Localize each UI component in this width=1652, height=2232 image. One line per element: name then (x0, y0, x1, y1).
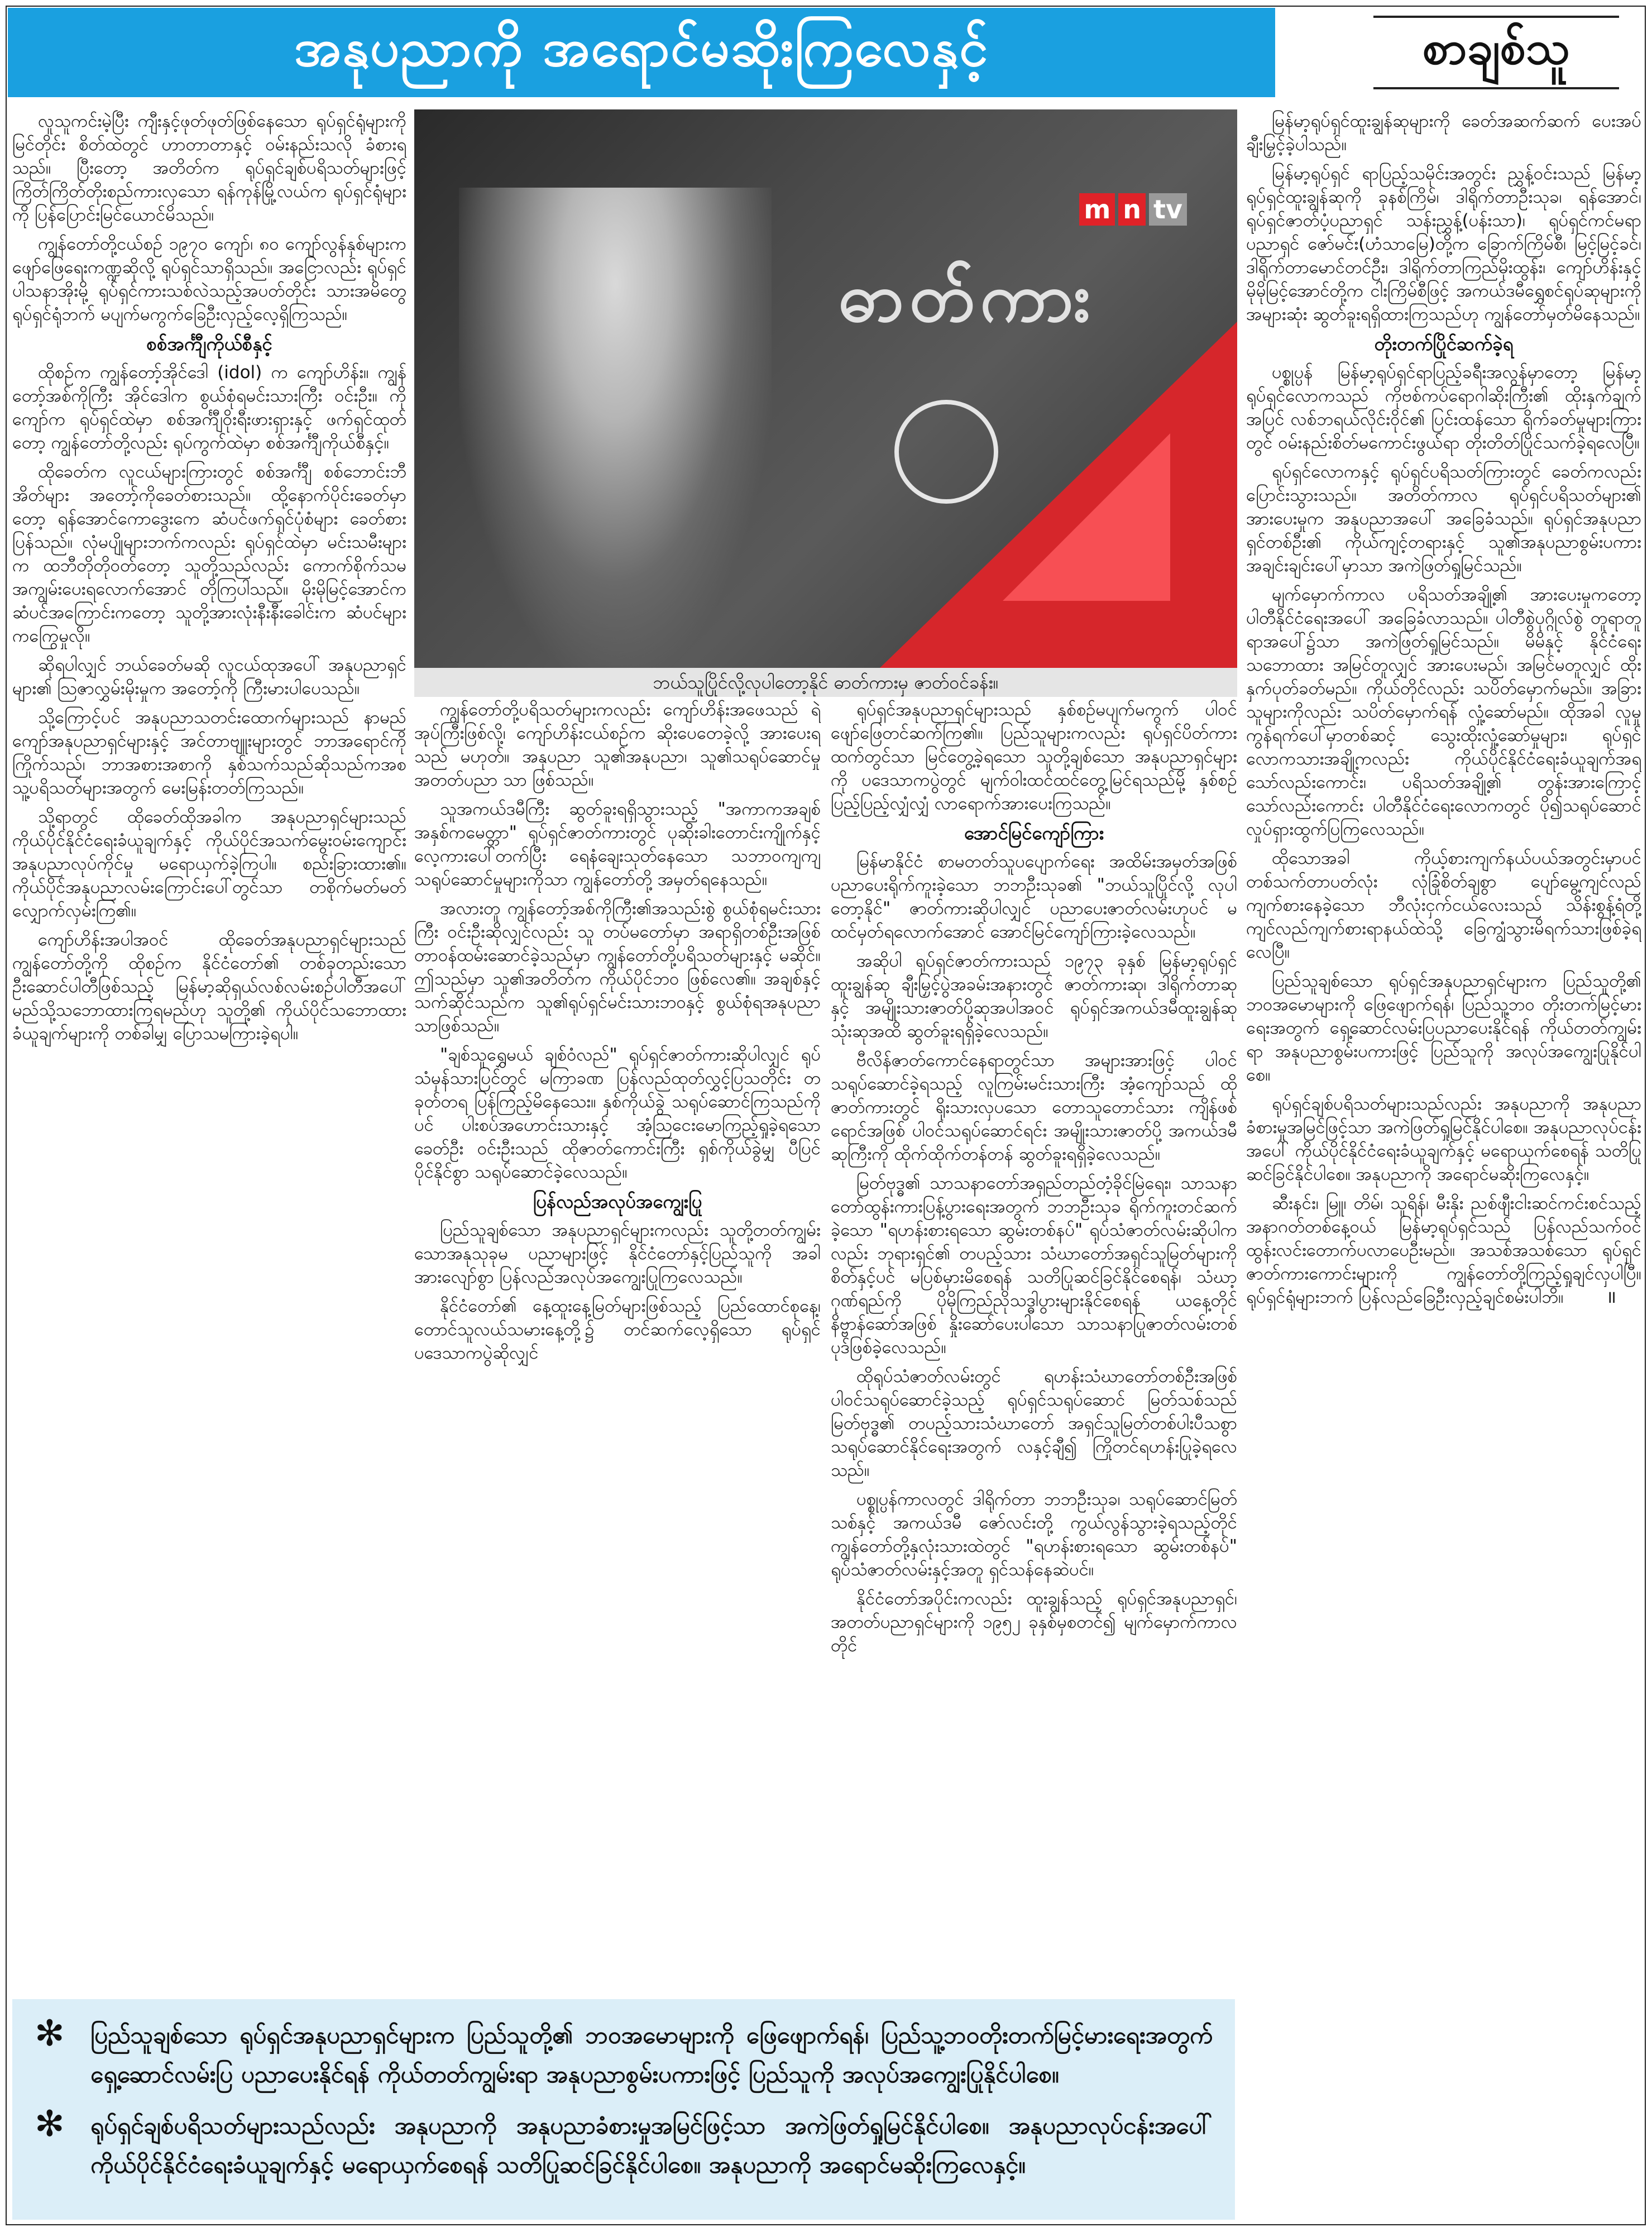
article-column-4 (1246, 109, 1641, 2215)
pull-quote-box (12, 1999, 1235, 2220)
paragraph: ကျွန်တော်တို့ငယ်စဉ် ၁၉၇၀ ကျော်၊ ၈၀ ကျော်လွန်နှစ်များက ဖျော်ဖြေရေးကဏ္ဍဆိုလို့ ရုပ်ရှင်သာရှိသည်။ အငြောလည်း ရုပ်ရှင်ပါသနာအိုးမို့ ရုပ်ရှင်ကားသစ်လဲသည့်အပတ်တိုင်း သားအမိတွေ ရုပ်ရှင်ရုံဘက် မပျက်မကွက်ခြေဦးလှည့်လေ့ရှိကြသည်။ (12, 234, 406, 324)
subheading: တိုးတက်ပြိုင်ဆက်ခဲ့ရ (1374, 333, 1514, 355)
closing-paragraph-text: ဆီးနင်း၊ မြူ၊ တိမ်၊ သူရိန်၊ မီးနိုး ညစ်ဖျီးငါးဆင်ကင်းစင်သည့် အနာဂတ်တစ်နေ့ဝယ် မြန်မာ့ရုပ်ရှင်သည် ပြန်လည်သက်ဝင်ထွန်းလင်းတောက်ပလာပေဦးမည်။ အသစ်အသစ်သော ရုပ်ရှင်ဇာတ်ကားကောင်းများကို ကျွန်တော်တို့ကြည့်ရှုချင်လှပါပြီ။ ရုပ်ရှင်ရုံများဘက် ပြန်လည်ခြေဦးလှည့်ချင်စမ်းပါဘိ။ (1246, 1193, 1641, 1307)
headline-title: အနုပညာကို အရောင်မဆိုးကြလေနှင့် (294, 18, 989, 78)
subheading: ပြန်လည်အလုပ်အကျွေးပြု (533, 1191, 702, 1212)
paragraph: မြန်မာနိုင်ငံ စာမတတ်သူပပျောက်ရေး အထိမ်းအမှတ်အဖြစ် ပညာပေးရိုက်ကူးခဲ့သော ဘဘဦးသုခ၏ "ဘယ်သူပြိုင်လို့ လုပါတော့နိုင်" ဇာတ်ကားဆိုပါလျှင် ပညာပေးဇာတ်လမ်းဟုပင် မထင်မှတ်ရလောက်အောင် အောင်မြင်ကျော်ကြားခဲ့လေသည်။ (831, 852, 1237, 942)
paragraph: ဗီလိန်ဇာတ်ကောင်နေရာတွင်သာ အများအားဖြင့် ပါဝင်သရုပ်ဆောင်ခဲ့ရသည့် လူကြမ်းမင်းသားကြီး အံ့ကျော်သည် ထိုဇာတ်ကားတွင် ရိုးသားလှပသော တောသူတောင်သား ကျိန်ဖစ်ရောင်အဖြစ် ပါဝင်သရုပ်ဆောင်ရင်း အမျိုးသားဇာတ်ပို့ အကယ်ဒမီဆုကြီးကို ထိုက်ထိုက်တန်တန် ဆွတ်ခူးရရှိခဲ့လေသည်။ (831, 1050, 1237, 1164)
pull-quote-text: ပြည်သူချစ်သော ရုပ်ရှင်အနုပညာရှင်များက ပြည်သူတို့၏ ဘဝအမောများကို ဖြေဖျောက်ရန်၊ ပြည်သူ့ဘဝတိုးတက်မြင့်မားရေးအတွက် ရှေ့ဆောင်လမ်းပြ ပညာပေးနိုင်ရန် ကိုယ်တတ်ကျွမ်းရာ အနုပညာစွမ်းပကားဖြင့် ပြည်သူကို အလုပ်အကျွေးပြုနိုင်ပါစေ။ (90, 2021, 1213, 2088)
mntv-logo (1079, 193, 1187, 226)
author-byline (1357, 8, 1636, 97)
paragraph: သူအကယ်ဒမီကြီး ဆွတ်ခူးရရှိသွားသည့် "အကာကအချစ် အနှစ်ကမေတ္တာ" ရုပ်ရှင်ဇာတ်ကားတွင် ပုဆိုးခါးတောင်းကျိုက်နှင့် လေ့ကားပေါ်တက်ပြီး ရေနံချေးသုတ်နေသော သဘာဝကျကျ သရုပ်ဆောင်မှုများကိုသာ ကျွန်တော်တို့ အမှတ်ရနေသည်။ (414, 799, 821, 890)
article-column-3 (831, 698, 1237, 2206)
paragraph: သို့ရာတွင် ထိုခေတ်ထိုအခါက အနုပညာရှင်များသည် ကိုယ်ပိုင်နိုင်ငံရေးခံယူချက်နှင့် ကိုယ်ပိုင်အသက်မွေးဝမ်းကျောင်း အနုပညာလုပ်ကိုင်မှု မရောယှက်ခဲ့ကြပါ။ စည်းခြားထား၏။ ကိုယ်ပိုင်အနုပညာလမ်းကြောင်းပေါ်တွင်သာ တစိုက်မတ်မတ် လျှောက်လှမ်းကြ၏။ (12, 807, 406, 921)
paragraph: ရုပ်ရှင်လောကနှင့် ရုပ်ရှင်ပရိသတ်ကြားတွင် ခေတ်ကလည်း ပြောင်းသွားသည်။ အတိတ်ကာလ ရုပ်ရှင်ပရိသတ်များ၏ အားပေးမှုက အနုပညာအပေါ် အခြေခံသည်။ ရုပ်ရှင်အနုပညာရှင်တစ်ဦး၏ ကိုယ်ကျင့်တရားနှင့် သူ၏အနုပညာစွမ်းပကားအချင်းချင်းပေါ်မှာသာ အကဲဖြတ်ရှုမြင်သည်။ (1246, 462, 1641, 576)
pull-quote-text: ရုပ်ရှင်ချစ်ပရိသတ်များသည်လည်း အနုပညာကို အနုပညာခံစားမှုအမြင်ဖြင့်သာ အကဲဖြတ်ရှုမြင်နိုင်ပါစေ။ အနုပညာလုပ်ငန်းအပေါ် ကိုယ်ပိုင်နိုင်ငံရေးခံယူချက်နှင့် မရောယှက်စေရန် သတိပြုဆင်ခြင်နိုင်ပါစေ။ အနုပညာကို အရောင်မဆိုးကြလေနှင့်။ (90, 2112, 1213, 2178)
paragraph: မြန်မာ့ရုပ်ရှင်ထူးချွန်ဆုများကို ခေတ်အဆက်ဆက် ပေးအပ်ချီးမြှင့်ခဲ့ပါသည်။ (1246, 111, 1641, 155)
paragraph: ထိုသောအခါ ကိုယ့်စားကျက်နယ်ပယ်အတွင်းမှာပင် တစ်သက်တာပတ်လုံး လုံခြုံစိတ်ချစွာ ပျော်မွေ့ကျင်လည်ကျက်စားနေခဲ့သော ဘီလုံးငှက်ငယ်လေးသည် သိန်းစွန့်ရံတို့ ကျင်လည်ကျက်စားရာနယ်ထဲသို့ ခြေကျွံသွားမိရက်သားဖြစ်ခဲ့ရလေပြီ။ (1246, 848, 1641, 962)
end-mark: ॥ (1606, 1287, 1617, 1307)
paragraph: "ချစ်သူရွှေမယ် ချစ်ဝံလည်" ရုပ်ရှင်ဇာတ်ကားဆိုပါလျှင် ရုပ်သံမှန်သားပြင်တွင် မကြာခဏ ပြန်လည်ထုတ်လွှင့်ပြသတိုင်း တခုတ်တရ ပြန်ကြည့်မိနေသေး။ နှစ်ကိုယ်ခွဲ သရုပ်ဆောင်ကြသည်ကိုပင် ပါးစပ်အဟောင်းသားနှင့် အံ့ဩငေးမောကြည့်ရှုခဲ့ရသော ခေတ်ဦး ဝင်းဦးသည် ထိုဇာတ်ကောင်းကြီး ရှစ်ကိုယ်ခွဲမျှ ပီပြင်ပိုင်နိုင်စွာ သရုပ်ဆောင်ခဲ့လေသည်။ (414, 1045, 821, 1182)
paragraph: ရုပ်ရှင်အနုပညာရှင်များသည် နှစ်စဉ်မပျက်မကွက် ပါဝင်ဖျော်ဖြေတင်ဆက်ကြ၏။ ပြည်သူများကလည်း ရုပ်ရှင်ပိတ်ကားထက်တွင်သာ မြင်တွေ့ခဲ့ရသော သူတို့ချစ်သော အနုပညာရှင်များကို ပဒေသာကပွဲတွင် မျက်ဝါးထင်ထင်တွေ့မြင်ရသည်မို့ နှစ်စဉ်ပြည့်ပြည့်လျှံလျှံ လာရောက်အားပေးကြသည်။ (831, 700, 1237, 814)
paragraph: လူသူကင်းမဲ့ပြီး ကျီးနှင့်ဖုတ်ဖုတ်ဖြစ်နေသော ရုပ်ရှင်ရုံများကိုမြင်တိုင်း စိတ်ထဲတွင် ဟာတာတာနှင့် ဝမ်းနည်းသလို ခံစားရသည်။ ပြီးတော့ အတိတ်က ရုပ်ရှင်ချစ်ပရိသတ်များဖြင့် ကြိတ်ကြိတ်တိုးစည်ကားလှသော ရန်ကုန်မြို့လယ်က ရုပ်ရှင်ရုံများကို ပြန်ပြောင်းမြင်ယောင်မိသည်။ (12, 111, 406, 225)
paragraph: မျက်မှောက်ကာလ ပရိသတ်အချို့၏ အားပေးမှုကတော့ ပါတီနိုင်ငံရေးအပေါ် အခြေခံလာသည်။ ပါတီစွဲပုဂ္ဂိုလ်စွဲ တူရာတူရာအပေါ်၌သာ အကဲဖြတ်ရှုမြင်သည်။ မိမိနှင့် နိုင်ငံရေးသဘောထား အမြင်တူလျှင် အားပေးမည်၊ အမြင်မတူလျှင် ထိုးနှက်ပုတ်ခတ်မည်။ ကိုယ်တိုင်လည်း သပိတ်မှောက်မည်။ အခြားသူများကိုလည်း သပိတ်မှောက်ရန် လှုံ့ဆော်မည်။ ထိုအခါ လူမှုကွန်ရက်ပေါ်မှာတစ်ဆင့် သွေးထိုးလှုံ့ဆော်မှုများ၊ ရုပ်ရှင်လောကသားအချို့ကလည်း ကိုယ်ပိုင်နိုင်ငံရေးခံယူချက်အရသော်လည်းကောင်း၊ ပရိသတ်အချို့၏ တွန်းအားကြောင့်သော်လည်းကောင်း ပါတီနိုင်ငံရေးလောကတွင် ပို၍သရုပ်ဆောင် လှုပ်ရှားထွက်ပြကြလေသည်။ (1246, 585, 1641, 839)
pull-quote-item (35, 2013, 1213, 2094)
paragraph: ပစ္စုပ္ပန် မြန်မာ့ရုပ်ရှင်ရာပြည့်ခရီးအလွန်မှာတော့ မြန်မာ့ရုပ်ရှင်လောကသည် ကိုဗစ်ကပ်ရောဂါဆိုးကြီး၏ ထိုးနှက်ချက်အပြင် လစ်ဘရယ်လိုင်းဝိုင်၏ ပြင်းထန်သော ရိုက်ခတ်မှုများကြားတွင် ဝမ်းနည်းစိတ်မကောင်းဖွယ်ရာ တိုးတိတ်ပြိုင်သက်ခဲ့ရလေပြီ။ (1246, 362, 1641, 453)
author-name: စာချစ်သူ (1422, 21, 1570, 75)
article-column-1 (12, 109, 406, 1986)
logo-letter: n (1118, 193, 1146, 226)
paragraph: ရုပ်ရှင်ချစ်ပရိသတ်များသည်လည်း အနုပညာကို အနုပညာခံစားမှုအမြင်ဖြင့်သာ အကဲဖြတ်ရှုမြင်နိုင်ပါစေ။ အနုပညာလုပ်ငန်းအပေါ် ကိုယ်ပိုင်နိုင်ငံရေးခံယူချက်နှင့် မရောယှက်စေရန် သတိပြုဆင်ခြင်နိုင်ပါစေ။ အနုပညာကို အရောင်မဆိုးကြလေနှင့်။ (1246, 1094, 1641, 1184)
asterisk-bullet-icon: ✻ (35, 2104, 65, 2145)
paragraph: ကျွန်တော်တို့ပရိသတ်များကလည်း ကျော်ဟိန်းအဖေသည် ရဲအုပ်ကြီးဖြစ်လို့၊ ကျော်ဟိန်းငယ်စဉ်က ဆိုးပေတေခဲ့လို့ အားပေးရသည် မဟုတ်။ အနုပညာ သူ၏အနုပညာ၊ သူ၏သရုပ်ဆောင်မှုအတတ်ပညာ သာ ဖြစ်သည်။ (414, 700, 821, 790)
headline-banner (8, 8, 1275, 97)
article-photo (414, 109, 1237, 668)
paragraph: ဆိုရပါလျှင် ဘယ်ခေတ်မဆို လူငယ်ထုအပေါ် အနုပညာရှင်များ၏ ဩဇာလွှမ်းမိုးမှုက အတော့်ကို ကြီးမားပါပေသည်။ (12, 655, 406, 699)
paragraph: ပစ္စုပ္ပန်ကာလတွင် ဒါရိုက်တာ ဘဘဦးသုခ၊ သရုပ်ဆောင်မြတ်သစ်နှင့် အကယ်ဒမီ ဇော်လင်းတို့ ကွယ်လွန်သွားခဲ့ရသည့်တိုင် ကျွန်တော်တို့နှလုံးသားထဲတွင် "ရဟန်းစားရသော ဆွမ်းတစ်နပ်" ရုပ်သံဇာတ်လမ်းနှင့်အတူ ရှင်သန်နေဆဲပင်။ (831, 1489, 1237, 1580)
paragraph: နိုင်ငံတော်၏ နေ့ထူးနေ့မြတ်များဖြစ်သည့် ပြည်ထောင်စုနေ့၊ တောင်သူလယ်သမားနေ့တို့၌ တင်ဆက်လေ့ရှိသော ရုပ်ရှင်ပဒေသာကပွဲဆိုလျှင် (414, 1296, 821, 1363)
paragraph: ပြည်သူချစ်သော ရုပ်ရှင်အနုပညာရှင်များက ပြည်သူတို့၏ ဘဝအမောများကို ဖြေဖျောက်ရန်၊ ပြည်သူ့ဘဝ တိုးတက်မြင့်မားရေးအတွက် ရှေ့ဆောင်လမ်းပြပညာပေးနိုင်ရန် ကိုယ်တတ်ကျွမ်းရာ အနုပညာစွမ်းပကားဖြင့် ပြည်သူကို အလုပ်အကျွေးပြုနိုင်ပါစေ။ (1246, 971, 1641, 1085)
subheading: စစ်အင်္ကျီကိုယ်စီနှင့် (146, 333, 272, 355)
photo-subject (459, 188, 772, 668)
paragraph: မြတ်ဗုဒ္ဓ၏ သာသနာတော်အရှည်တည်တံ့ခိုင်မြဲရေး၊ သာသနာတော်ထွန်းကားပြန့်ပွားရေးအတွက် ဘဘဦးသုခ ရိုက်ကူးတင်ဆက်ခဲ့သော "ရဟန်းစားရသော ဆွမ်းတစ်နပ်" ရုပ်သံဇာတ်လမ်းဆိုပါကလည်း ဘုရားရှင်၏ တပည့်သား သံဃာတော်အရှင်သူမြတ်များကို စိတ်နှင့်ပင် မပြစ်မှားမိစေရန် သတိပြုဆင်ခြင်နိုင်စေရန်၊ သံဃာ့ဂုဏ်ရည်ကို ပိုမိုကြည်ညိုသဒ္ဓါပွားများနိုင်စေရန် ယနေ့တိုင် နိဗ္ဗာန်ဆော်အဖြစ် နှိုးဆော်ပေးပါသော သာသနာပြုဇာတ်လမ်းတစ်ပုဒ်ဖြစ်ခဲ့လေသည်။ (831, 1173, 1237, 1358)
photo-board-text: ဓာတ်ကား (839, 259, 1096, 337)
paragraph: ပြည်သူချစ်သော အနုပညာရှင်များကလည်း သူတို့တတ်ကျွမ်းသောအနုသုခုမ ပညာများဖြင့် နိုင်ငံတော်နှင့်ပြည်သူကို အခါအားလျော်စွာ ပြန်လည်အလုပ်အကျွေးပြုကြလေသည်။ (414, 1220, 821, 1287)
asterisk-bullet-icon: ✻ (35, 2013, 65, 2054)
paragraph: မြန်မာ့ရုပ်ရှင် ရာပြည့်သမိုင်းအတွင်း ညွှန့်ဝင်းသည် မြန်မာ့ရုပ်ရှင်ထူးချွန်ဆုကို ခုနစ်ကြိမ်၊ ဒါရိုက်တာဦးသုခ၊ ရန်အောင်၊ ရုပ်ရှင်ဇာတ်ပံ့ပညာရှင် သန်းညွှန့်(ပန်းသာ)၊ ရုပ်ရှင်ကင်မရာပညာရှင် ဇော်မင်း(ဟံသာမြေ)တို့က ခြောက်ကြိမ်စီ၊ မြင့်မြင့်ခင်၊ ဒါရိုက်တာမောင်တင်ဦး၊ ဒါရိုက်တာကြည်မိုးထွန်း၊ ကျော်ဟိန်းနှင့် မိုမိုမြင့်အောင်တို့က ငါးကြိမ်စီဖြင့် အကယ်ဒမီရွှေစင်ရုပ်ဆုများကို အများဆုံး ဆွတ်ခူးရရှိထားကြသည်ဟု ကျွန်တော်မှတ်မိနေသည်။ (1246, 164, 1641, 324)
logo-letter: tv (1149, 193, 1187, 226)
paragraph: အလားတူ ကျွန်တော့်အစ်ကိုကြီး၏အသည်းစွဲ စွယ်စုံရမင်းသားကြီး ဝင်းဦးဆိုလျှင်လည်း သူ တပ်မတော်မှာ အရာရှိတစ်ဦးအဖြစ် တာဝန်ထမ်းဆောင်ခဲ့သည်မှာ ကျွန်တော်တို့ပရိသတ်များနှင့် မဆိုင်။ ဤသည်မှာ သူ၏အတိတ်က ကိုယ်ပိုင်ဘဝ ဖြစ်လေ၏။ အချစ်နှင့်သက်ဆိုင်သည်က သူ၏ရုပ်ရှင်မင်းသားဘဝနှင့် စွယ်စုံရအနုပညာသာဖြစ်သည်။ (414, 898, 821, 1036)
subheading: အောင်မြင်ကျော်ကြား (964, 822, 1104, 844)
paragraph (1246, 1192, 1641, 1309)
photo-caption: ဘယ်သူပြိုင်လို့လုပါတော့နိုင် ဓာတ်ကားမှ ဇာတ်ဝင်ခန်း။ (414, 668, 1237, 697)
paragraph: ကျော်ဟိန်းအပါအဝင် ထိုခေတ်အနုပညာရှင်များသည် ကျွန်တော်တို့ကို ထိုစဉ်က နိုင်ငံတော်၏ တစ်ခုတည်းသော ဦးဆောင်ပါတီဖြစ်သည့် မြန်မာ့ဆိုရှယ်လစ်လမ်းစဉ်ပါတီအပေါ် မည်သို့သဘောထားကြရမည်ဟု သူတို့၏ ကိုယ်ပိုင်သဘောထား ခံယူချက်များကို တစ်ခါမျှ ပြောသမကြားခဲ့ရပါ။ (12, 930, 406, 1044)
paragraph: ထိုခေတ်က လူငယ်များကြားတွင် စစ်အင်္ကျီ စစ်ဘောင်းဘီအိတ်များ အတော့်ကိုခေတ်စားသည်။ ထို့နောက်ပိုင်းခေတ်မှာတော့ ရန်အောင်ကောဒွေးကေ ဆံပင်ဖက်ရှင်ပုံစံများ ခေတ်စားပြန်သည်။ လုံမပျိုများဘက်ကလည်း ရုပ်ရှင်ထဲမှာ မင်းသမီးများက ထဘီတိုတိုဝတ်တော့ သူတို့သည်လည်း ကောက်စိုက်သမ အကျွမ်းပေးရလောက်အောင် တိုကြပါသည်။ မိုးမိုမြင့်အောင်က ဆံပင်အကြောင်းကတော့ သူတို့အားလုံးနီးနီးခေါင်းက ဆံပင်များကကြွေမှုလို။ (12, 462, 406, 646)
paragraph: နိုင်ငံတော်အပိုင်းကလည်း ထူးချွန်သည့် ရုပ်ရှင်အနုပညာရှင်၊ အတတ်ပညာရှင်များကို ၁၉၅၂ ခုနှစ်မှစတင်၍ မျက်မှောက်ကာလတိုင် (831, 1589, 1237, 1656)
paragraph: သို့ကြောင့်ပင် အနုပညာသတင်းထောက်များသည် နာမည်ကျော်အနုပညာရှင်များနှင့် အင်တာဗျူးများတွင် ဘာအရောင်ကို ကြိုက်သည်၊ ဘာအစားအစာကို နှစ်သက်သည်ဆိုသည်ကအစ သူ့ပရိသတ်များအတွက် မေးမြန်းတတ်ကြသည်။ (12, 708, 406, 798)
article-column-2 (414, 698, 821, 1994)
photo-red-graphic-accent (1003, 433, 1170, 601)
paragraph: အဆိုပါ ရုပ်ရှင်ဇာတ်ကားသည် ၁၉၇၃ ခုနှစ် မြန်မာ့ရုပ်ရှင်ထူးချွန်ဆု ချီးမြှင့်ပွဲအခမ်းအနားတွင် ဇာတ်ကားဆု၊ ဒါရိုက်တာဆုနှင့် အမျိုးသားဇာတ်ပို့ဆုအပါအဝင် ရုပ်ရှင်အကယ်ဒမီထူးချွန်ဆု သုံးဆုအထိ ဆွတ်ခူးရရှိခဲ့လေသည်။ (831, 951, 1237, 1041)
logo-letter: m (1079, 193, 1115, 226)
paragraph: ထိုရုပ်သံဇာတ်လမ်းတွင် ရဟန်းသံဃာတော်တစ်ဦးအဖြစ် ပါဝင်သရုပ်ဆောင်ခဲ့သည့် ရုပ်ရှင်သရုပ်ဆောင် မြတ်သစ်သည် မြတ်ဗုဒ္ဓ၏ တပည့်သားသံဃာတော် အရှင်သူမြတ်တစ်ပါးပီသစွာ သရုပ်ဆောင်နိုင်ရေးအတွက် လနှင့်ချီ၍ ကြိုတင်ရဟန်းပြုခဲ့ရလေသည်။ (831, 1366, 1237, 1480)
pull-quote-item (35, 2106, 1213, 2185)
paragraph: ထိုစဉ်က ကျွန်တော့်အိုင်ဒေါ (idol) က ကျော်ဟိန်း။ ကျွန်တော့်အစ်ကိုကြီး အိုင်ဒေါက စွယ်စုံရမင်းသားကြီး ဝင်းဦး။ ကိုကျော်က ရုပ်ရှင်ထဲမှာ စစ်အင်္ကျီဝိုးရီးဖားရှားနှင့် ဖက်ရှင်ထုတ်တော့ ကျွန်တော်တို့လည်း ရုပ်ကွက်ထဲမှာ စစ်အင်္ကျီကိုယ်စီနှင့်။ (12, 362, 406, 453)
